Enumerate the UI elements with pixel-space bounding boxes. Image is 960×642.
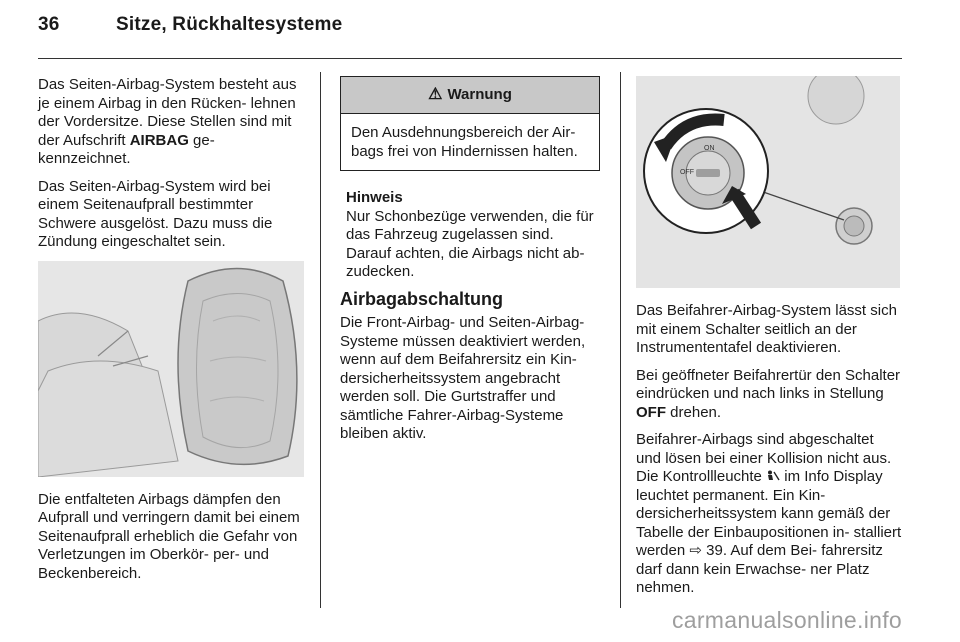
paragraph-airbag-deactivated: Beifahrer-Airbags sind abgeschaltet und lösen bei einer Kollision nicht aus. Die Kontrollleuchte im Info Display leuchtet permanent. Ein Kin- dersicherheitssystem kann gemäß der Tabelle der Einbaupositionen in- stalliert werden ⇨ 39. Auf dem Bei- fahrersitz darf dann kein Erwachse- ner Platz nehmen. [636, 431, 902, 596]
page-number: 36 [38, 14, 60, 35]
note-text: Nur Schonbezüge verwenden, die für das Fahrzeug zugelassen sind. Darauf achten, die Airbags nicht ab- zudecken. [346, 207, 594, 280]
paragraph-passenger-airbag-switch: Das Beifahrer-Airbag-System lässt sich mit einem Schalter seitlich an der Instrumententafel deaktivieren. [636, 302, 897, 356]
switch-on-label: ON [704, 145, 715, 152]
header-rule [38, 58, 902, 59]
warning-header [341, 77, 599, 114]
note-block [340, 189, 602, 282]
page-header [38, 14, 342, 36]
column-2 [340, 76, 602, 453]
side-airbag-illustration [38, 261, 304, 477]
warning-title: Warnung [447, 85, 512, 103]
airbag-off-warning-icon [766, 469, 780, 481]
paragraph-airbag-deactivation: Die Front-Airbag- und Seiten-Airbag- Systeme müssen deaktiviert werden, wenn auf dem Beifahrersitz ein Kin- dersicherheitssystem angebracht werden soll. Die Gurtstraffer und sämtliche Fahrer-Airbag-Systeme bleiben aktiv. [340, 314, 586, 442]
off-label: OFF [636, 403, 666, 421]
section-title: Airbagabschaltung [340, 288, 504, 309]
column-3 [636, 76, 902, 607]
note-title: Hinweis [346, 189, 403, 206]
column-divider-2 [620, 72, 621, 608]
page-reference[interactable]: 39 [706, 542, 723, 559]
paragraph-side-airbag-trigger: Das Seiten-Airbag-System wird bei einem Seitenaufprall bestimmter Schwere ausgelöst. Dazu muss die Zündung eingeschaltet sein. [38, 177, 273, 250]
paragraph-switch-operation: Bei geöffneter Beifahrertür den Schalter eindrücken und nach links in Stellung OFF drehen. [636, 366, 901, 421]
warning-box [340, 76, 600, 171]
column-1 [38, 76, 306, 592]
airbag-switch-illustration [636, 76, 900, 288]
page-title: Sitze, Rückhaltesysteme [116, 14, 343, 35]
warning-text: Den Ausdehnungsbereich der Air- bags frei von Hindernissen halten. [351, 124, 578, 160]
warning-triangle-icon: ⚠ [428, 85, 443, 103]
airbag-label: AIRBAG [129, 131, 189, 149]
switch-off-label: OFF [680, 169, 694, 176]
paragraph-side-airbag-intro: Das Seiten-Airbag-System besteht aus je einem Airbag in den Rücken- lehnen der Vordersitze. Diese Stellen sind mit der Aufschrift AIRBAG ge- kennzeichnet. [38, 76, 297, 167]
paragraph-side-airbag-effect: Die entfalteten Airbags dämpfen den Aufprall und verringern damit bei einem Seitenaufprall erheblich die Gefahr von Verletzungen im Oberkör- per- und Beckenbereich. [38, 490, 300, 582]
column-divider-1 [320, 72, 321, 608]
page-reference-arrow-icon: ⇨ [689, 542, 707, 559]
watermark: carmanualsonline.info [671, 607, 902, 633]
